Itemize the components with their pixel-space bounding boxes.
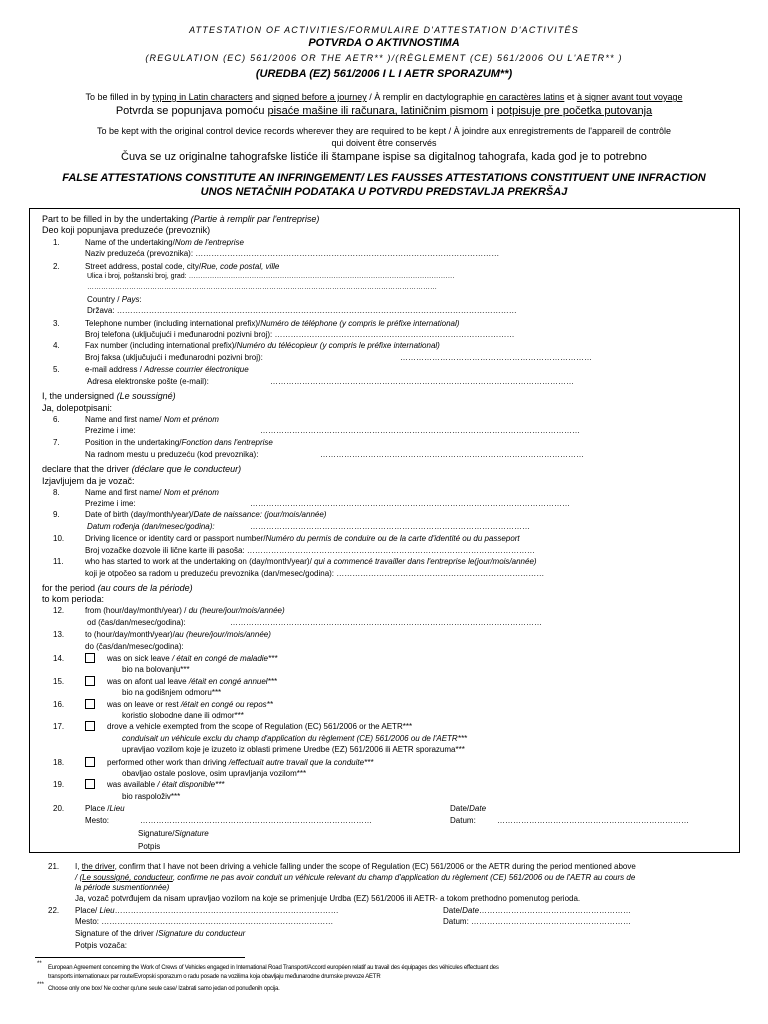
signature-label: Signature/Signature — [138, 829, 209, 838]
date-datum-label: Datum: — [450, 816, 476, 825]
driver-signature-label-sr: Potpis vozača: — [75, 941, 128, 950]
item-11-number: 11. — [53, 557, 64, 566]
item-10-field[interactable]: Broj vozačke dozvole ili lične karte ili pasoša: ……………………………………………………………………………………………… — [85, 546, 535, 555]
item-19-number: 19. — [53, 780, 65, 789]
item-12-number: 12. — [53, 606, 65, 615]
item-14-number: 14. — [53, 654, 65, 663]
header-regulation-sr: (UREDBA (EZ) 561/2006 I L I AETR SPORAZUM**) — [255, 68, 513, 80]
driver-place-field[interactable]: Place/ Lieu………………………………………………………………………… — [75, 906, 339, 915]
item-6-dots[interactable]: ………………………………………………………………………………………………………… — [260, 426, 580, 435]
driver-confirm-line2: / (Le soussigné, conducteur, confirme ne pas avoir conduit un véhicule relevant du champ d'application du règlement (CE) 561/2006 ou de l'AETR au cours de — [75, 873, 636, 882]
instruction-keep: To be kept with the original control device records wherever they are required to be kept / À joindre aux enregistrements de l'appareil de contrôle — [96, 126, 672, 136]
item-2-label: Street address, postal code, city/Rue, code postal, ville — [85, 262, 280, 271]
item-5-label: e-mail address / Adresse courrier électronique — [85, 365, 249, 374]
item-18-label-sr: obavljao ostale poslove, osim upravljanja vozilom*** — [122, 769, 307, 778]
item-7-field[interactable]: Na radnom mestu u preduzeću (kod prevoznika): — [85, 450, 259, 459]
item-11-label: who has started to work at the undertaking on (day/month/year)/ qui a commencé travailler dans l'entreprise le(jour/mois/année) — [85, 557, 537, 566]
warning-false-attestation: FALSE ATTESTATIONS CONSTITUTE AN INFRINGEMENT/ LES FAUSSES ATTESTATIONS CONSTITUENT UNE INFRACTION — [62, 172, 706, 184]
item-7-label: Position in the undertaking/Fonction dans l'entreprise — [85, 438, 273, 447]
item-9-dots[interactable]: …………………………………………………………………………………………… — [250, 522, 530, 531]
footnote-mark-2: *** — [37, 982, 45, 988]
item-17-label-sr: upravljao vozilom koje je izuzeto iz oblasti primene Uredbe (EZ) 561/2006 ili AETR sporazuma*** — [122, 745, 465, 754]
item-16-number: 16. — [53, 700, 65, 709]
item-21-number: 21. — [48, 862, 60, 871]
item-18-number: 18. — [53, 758, 65, 767]
part-heading-sr: Deo koji popunjava preduzeće (prevoznik) — [42, 225, 211, 235]
item-15-label-sr: bio na godišnjem odmoru*** — [122, 688, 222, 697]
driver-datum-field[interactable]: Datum: …………………………………………………… — [443, 917, 632, 926]
driver-confirm-line4: Ja, vozač potvrđujem da nisam upravljao vozilom na koje se primenjuje Urdba (EZ) 561/2006 ili AETR- a tokom prethodno pomenutog perioda. — [75, 894, 581, 903]
declare-heading-sr: Izjavljujem da je vozač: — [42, 476, 135, 486]
item-14-label-sr: bio na bolovanju*** — [122, 665, 190, 674]
item-15-number: 15. — [53, 677, 65, 686]
item-1-number: 1. — [53, 238, 60, 247]
item-4-label: Fax number (including international prefix)/Numéro du télécopieur (y compris le préfixe international) — [85, 341, 440, 350]
period-heading: for the period (au cours de la période) — [42, 583, 193, 593]
footnote-1-line1: European Agreement concerning the Work of Crews of Vehicles engaged in International Road Transport/Accord européen relatif au travail des équipages des véhicules effectuant des — [48, 965, 499, 971]
item-7-number: 7. — [53, 438, 60, 447]
item-13-field[interactable]: do (čas/dan/mesec/godina): — [85, 642, 184, 651]
date-label: Date/Date — [450, 804, 487, 813]
declare-heading: declare that the driver (déclare que le conducteur) — [42, 464, 242, 474]
item-8-number: 8. — [53, 488, 60, 497]
item-3-label: Telephone number (including international prefix)/Numéro de téléphone (y compris le préfixe international) — [85, 319, 460, 328]
undersigned-heading: I, the undersigned (Le soussigné) — [42, 391, 176, 401]
item-3-number: 3. — [53, 319, 60, 328]
item-12-dots[interactable]: ……………………………………………………………………………………………………… — [230, 618, 542, 627]
footnote-divider — [35, 957, 245, 958]
country-field[interactable]: Država: …………………………………………………………………………………………………………………………………… — [87, 306, 517, 315]
part-heading: Part to be filled in by the undertaking (Partie à remplir par l'entreprise) — [42, 214, 320, 224]
header-title-fr: ATTESTATION OF ACTIVITIES/FORMULAIRE D'ATTESTATION D'ACTIVITÉS — [189, 25, 579, 35]
item-18-label: performed other work than driving /effectuait autre travail que la conduite*** — [107, 758, 374, 767]
item-13-number: 13. — [53, 630, 65, 639]
country-label: Country / Pays: — [87, 295, 142, 304]
item-8-field[interactable]: Prezime i ime: — [85, 499, 136, 508]
place-field[interactable]: …………………………………………………………………………… — [140, 816, 372, 825]
place-label: Place /Lieu — [85, 804, 125, 813]
driver-signature-label: Signature of the driver /Signature du conducteur — [75, 929, 246, 938]
header-title-sr: POTVRDA O AKTIVNOSTIMA — [308, 37, 460, 49]
item-9-label: Date of birth (day/month/year)/Date de naissance: (jour/mois/année) — [85, 510, 327, 519]
item-12-label: from (hour/day/month/year) / du (heure/jour/mois/année) — [85, 606, 285, 615]
item-1-label: Name of the undertaking/Nom de l'entreprise — [85, 238, 244, 247]
item-22-number: 22. — [48, 906, 60, 915]
item-17-number: 17. — [53, 722, 65, 731]
item-20-number: 20. — [53, 804, 65, 813]
period-heading-sr: to kom perioda: — [42, 594, 105, 604]
item-17-label-fr: conduisait un véhicule exclu du champ d'application du règlement (CE) 561/2006 ou de l'AETR*** — [122, 734, 468, 743]
driver-confirm-line1: I, the driver, confirm that I have not been driving a vehicle falling under the scope of Regulation (EC) 561/2006 or the AETR during the period mentioned above — [75, 862, 636, 871]
item-6-number: 6. — [53, 415, 60, 424]
item-11-field[interactable]: koji je otpočeo sa radom u preduzeću prevoznika (dan/mesec/godina): …………………………………………………………………… — [85, 569, 545, 578]
item-19-label-sr: bio raspoloživ*** — [122, 792, 181, 801]
item-13-label: to (hour/day/month/year)/au (heure/jour/mois/année) — [85, 630, 271, 639]
leave-rest-checkbox[interactable] — [85, 699, 95, 709]
footnote-2: Choose only one box/ Ne cocher qu'une seule case/ Izabrati samo jedan od ponuđenih opcija. — [48, 986, 280, 992]
item-7-dots[interactable]: ……………………………………………………………………………………… — [320, 450, 584, 459]
warning-false-attestation-sr: UNOS NETAČNIH PODATAKA U POTVRDU PREDSTAVLJA PREKRŠAJ — [200, 186, 568, 198]
item-15-label: was on afont ual leave /était en congé annuel*** — [107, 677, 277, 686]
item-12-field[interactable]: od (čas/dan/mesec/godina): — [87, 618, 186, 627]
item-19-label: was available / était disponible*** — [107, 780, 225, 789]
footnote-1-line2: transports internationaux par route/Evropski sporazum o radu posade na vozilima koja obavljaju međunarodne drumske prevoze AETR — [48, 974, 381, 980]
item-10-label: Driving licence or identity card or passport number/Numéro du permis de conduire ou de la carte d'identité ou du passeport — [85, 534, 520, 543]
driver-mesto-field[interactable]: Mesto: …………………………………………………………………………… — [75, 917, 334, 926]
driver-confirm-line3: la période susmentionnée) — [75, 883, 170, 892]
item-9-field[interactable]: Datum rođenja (dan/mesec/godina): — [87, 522, 215, 531]
exempted-vehicle-checkbox[interactable] — [85, 721, 95, 731]
instruction-keep-2: qui doivent être conservés — [331, 138, 437, 148]
item-8-dots[interactable]: ………………………………………………………………………………………………………… — [250, 499, 570, 508]
item-6-label: Name and first name/ Nom et prénom — [85, 415, 219, 424]
item-16-label-sr: koristio slobodne dane ili odmor*** — [122, 711, 244, 720]
instruction-keep-sr: Čuva se uz originalne tahografske listiće ili štampane ispise sa digitalnog tahografa, kada god je to potrebno — [121, 151, 647, 163]
item-16-label: was on leave or rest /était en congé ou repos** — [107, 700, 273, 709]
item-17-label: drove a vehicle exempted from the scope of Regulation (EC) 561/2006 or the AETR*** — [107, 722, 413, 731]
item-8-label: Name and first name/ Nom et prénom — [85, 488, 219, 497]
item-5-number: 5. — [53, 365, 60, 374]
undersigned-heading-sr: Ja, dolepotpisani: — [42, 403, 113, 413]
item-5-dots[interactable]: …………………………………………………………………………………………………… — [270, 377, 574, 386]
header-regulation: (REGULATION (EC) 561/2006 OR THE AETR** )/(RÈGLEMENT (CE) 561/2006 OU L'AETR** ) — [145, 53, 623, 63]
other-work-checkbox[interactable] — [85, 757, 95, 767]
date-field[interactable]: ……………………………………………………………… — [497, 816, 689, 825]
annual-leave-checkbox[interactable] — [85, 676, 95, 686]
item-4-field[interactable]: Broj faksa (uključujući i međunarodni pozivni broj): — [85, 353, 263, 362]
item-9-number: 9. — [53, 510, 60, 519]
item-2-field-extra[interactable]: …………………………………………………………………………………………………………………………………… — [87, 284, 437, 291]
item-2-field[interactable]: Ulica i broj, poštanski broj, grad: …………………………………………………………………………………………………… — [87, 273, 455, 280]
item-4-dots[interactable]: ……………………………………………………………… — [400, 353, 592, 362]
item-6-field[interactable]: Prezime i ime: — [85, 426, 136, 435]
signature-label-sr: Potpis — [138, 842, 161, 851]
sick-leave-checkbox[interactable] — [85, 653, 95, 663]
instruction-fill-in: To be filled in by typing in Latin characters and signed before a journey / À remplir en dactylographie en caractères latins et à signer avant tout voyage — [85, 92, 683, 102]
available-checkbox[interactable] — [85, 779, 95, 789]
item-1-field[interactable]: Naziv preduzeća (prevoznika): …………………………………………………………………………………………………… — [85, 249, 500, 258]
place-mesto-label: Mesto: — [85, 816, 110, 825]
instruction-fill-in-sr: Potvrda se popunjava pomoću pisaće mašine ili računara, latiničnim pismom i potpisuje pre početka putovanja — [115, 105, 653, 117]
driver-date-field[interactable]: Date/Date………………………………………………… — [443, 906, 632, 915]
footnote-mark-1: ** — [37, 961, 42, 967]
item-3-field[interactable]: Broj telefona (uključujući i međunarodni pozivni broj): ……………………………………………………………………………… — [85, 330, 515, 339]
item-14-label: was on sick leave / était en congé de maladie*** — [107, 654, 278, 663]
item-4-number: 4. — [53, 341, 60, 350]
item-10-number: 10. — [53, 534, 65, 543]
item-5-field[interactable]: Adresa elektronske pošte (e-mail): — [87, 377, 209, 386]
item-2-number: 2. — [53, 262, 60, 271]
